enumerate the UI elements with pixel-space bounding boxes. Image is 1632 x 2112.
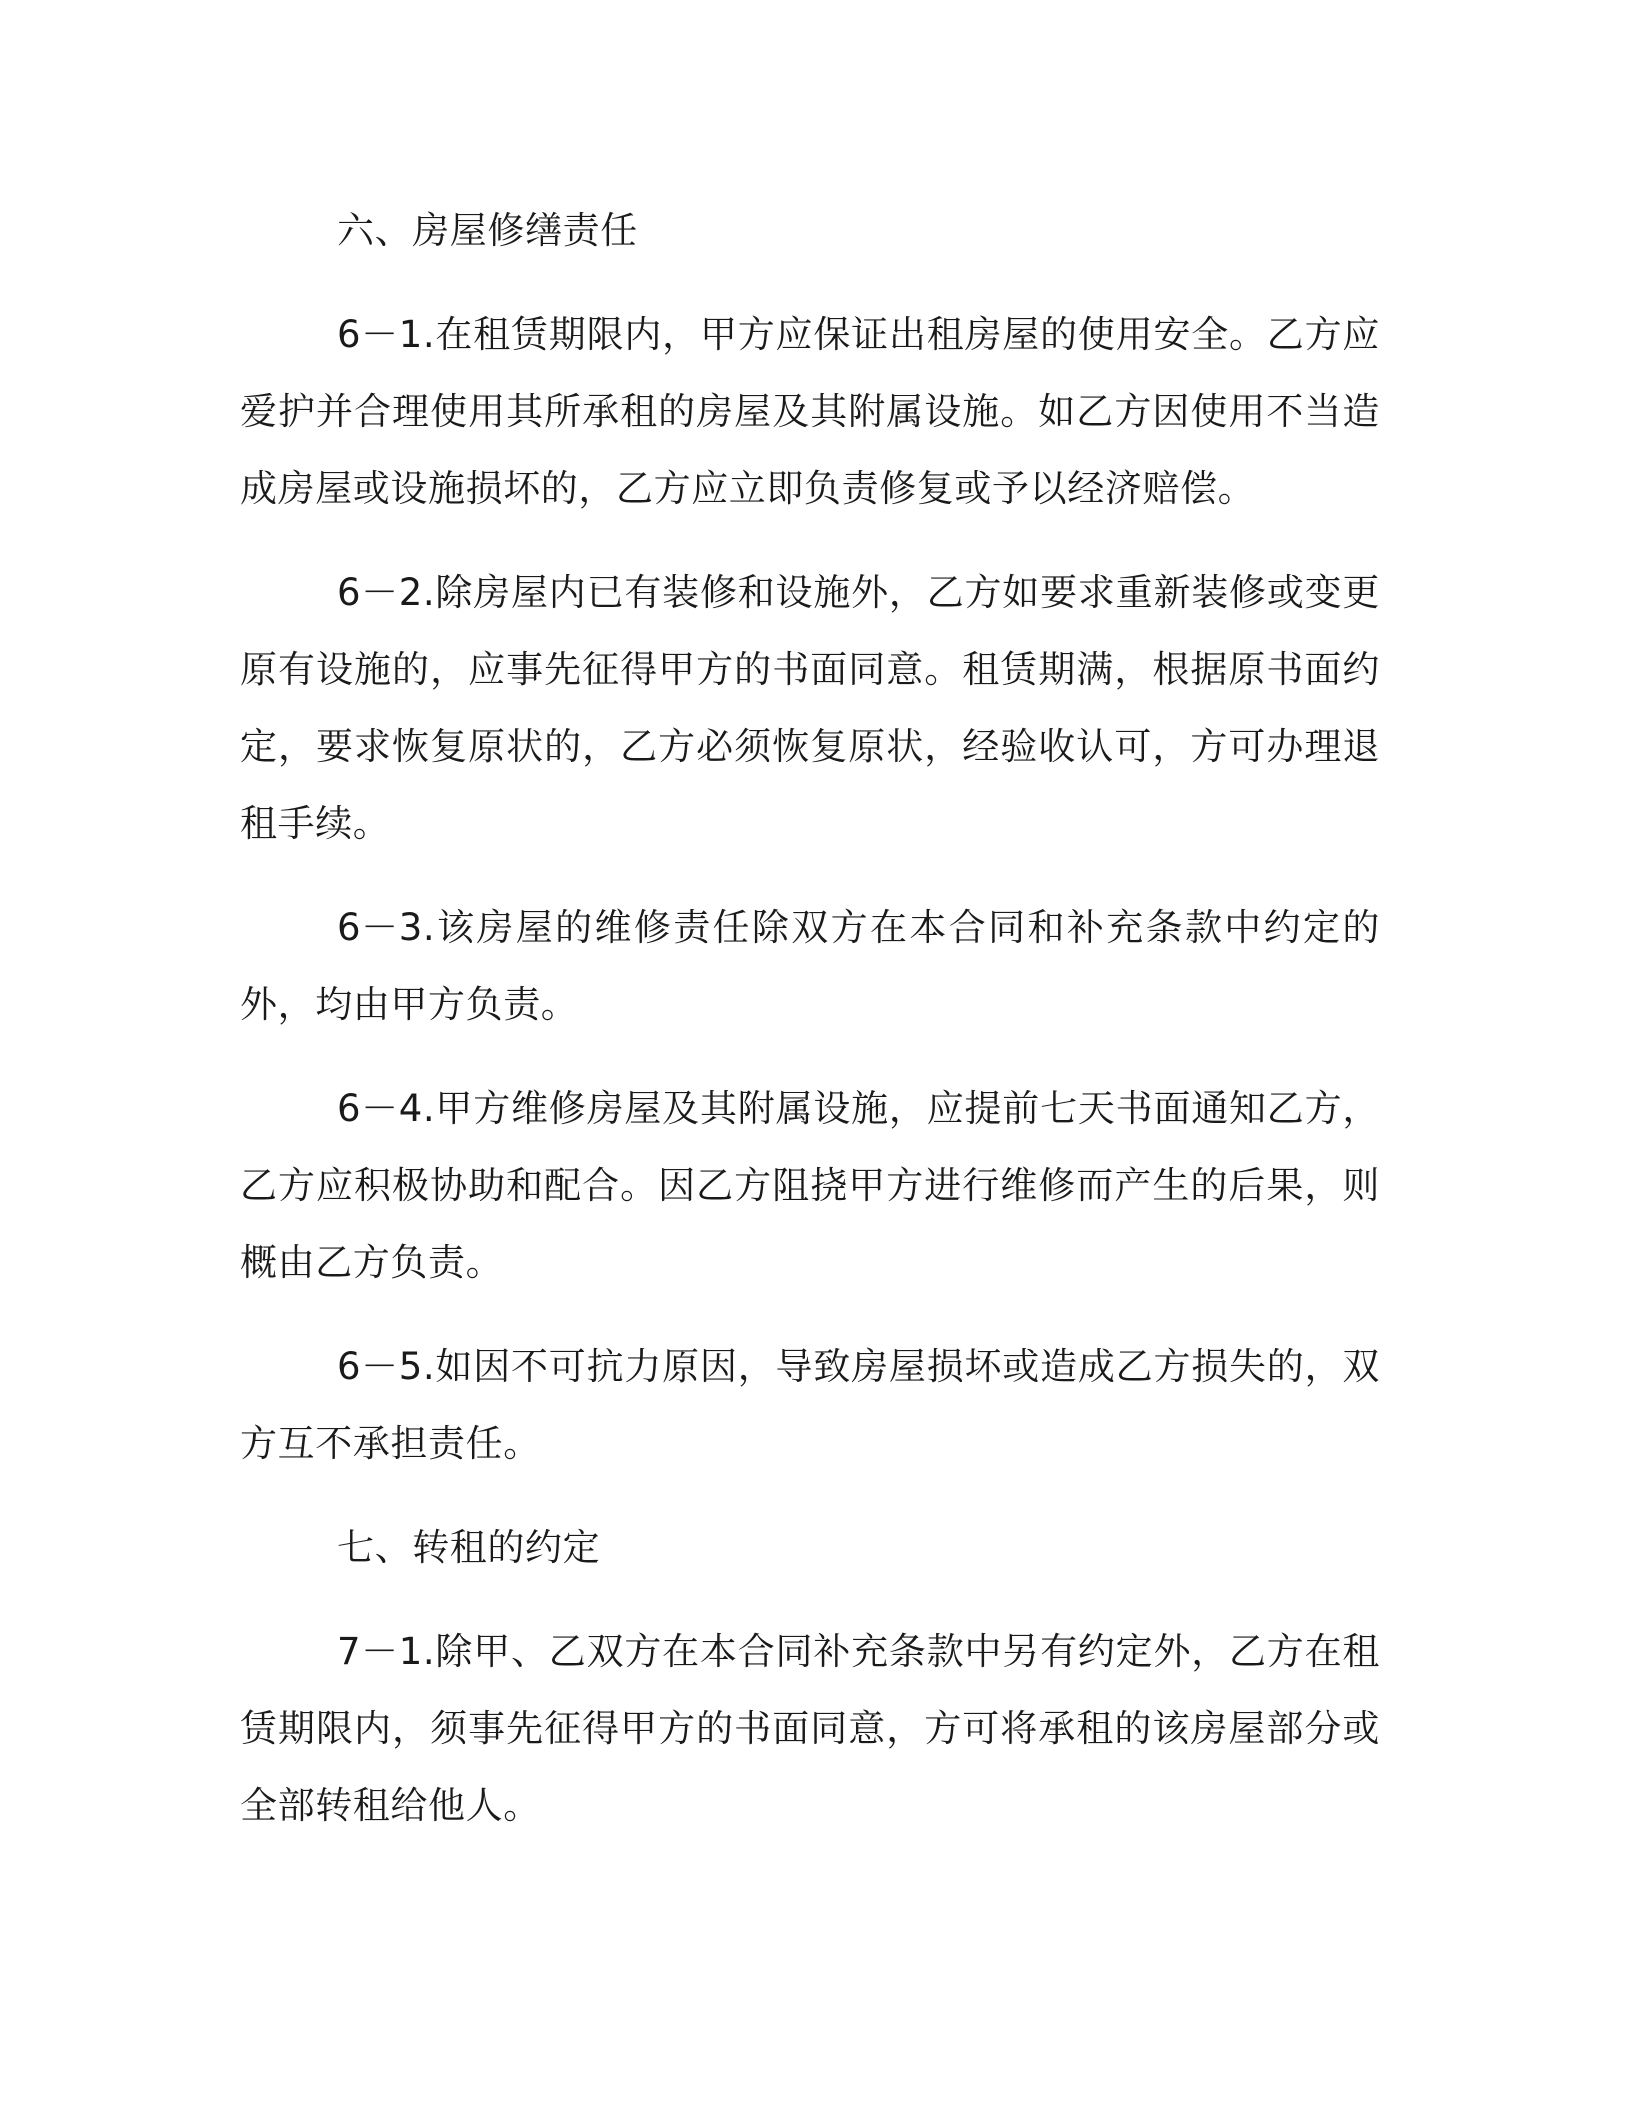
clause-6-5: 6－5.如因不可抗力原因，导致房屋损坏或造成乙方损失的，双方互不承担责任。 — [240, 1345, 1380, 1465]
section-heading-sublease: 七、转租的约定 — [337, 1526, 601, 1569]
clause-6-3: 6－3.该房屋的维修责任除双方在本合同和补充条款中约定的外，均由甲方负责。 — [240, 906, 1380, 1026]
clause-6-1: 6－1.在租赁期限内，甲方应保证出租房屋的使用安全。乙方应爱护并合理使用其所承租的房屋及其附属设施。如乙方因使用不当造成房屋或设施损坏的，乙方应立即负责修复或予以经济赔偿。 — [240, 313, 1380, 510]
document-body — [240, 192, 1380, 1871]
clause-6-4: 6－4.甲方维修房屋及其附属设施，应提前七天书面通知乙方，乙方应积极协助和配合。因乙方阻挠甲方进行维修而产生的后果，则概由乙方负责。 — [240, 1087, 1380, 1284]
section-heading-repair: 六、房屋修缮责任 — [337, 209, 638, 252]
clause-6-2: 6－2.除房屋内已有装修和设施外，乙方如要求重新装修或变更原有设施的，应事先征得甲方的书面同意。租赁期满，根据原书面约定，要求恢复原状的，乙方必须恢复原状，经验收认可，方可办理退租手续。 — [240, 571, 1380, 845]
clause-7-1: 7－1.除甲、乙双方在本合同补充条款中另有约定外，乙方在租赁期限内，须事先征得甲方的书面同意，方可将承租的该房屋部分或全部转租给他人。 — [240, 1630, 1380, 1827]
